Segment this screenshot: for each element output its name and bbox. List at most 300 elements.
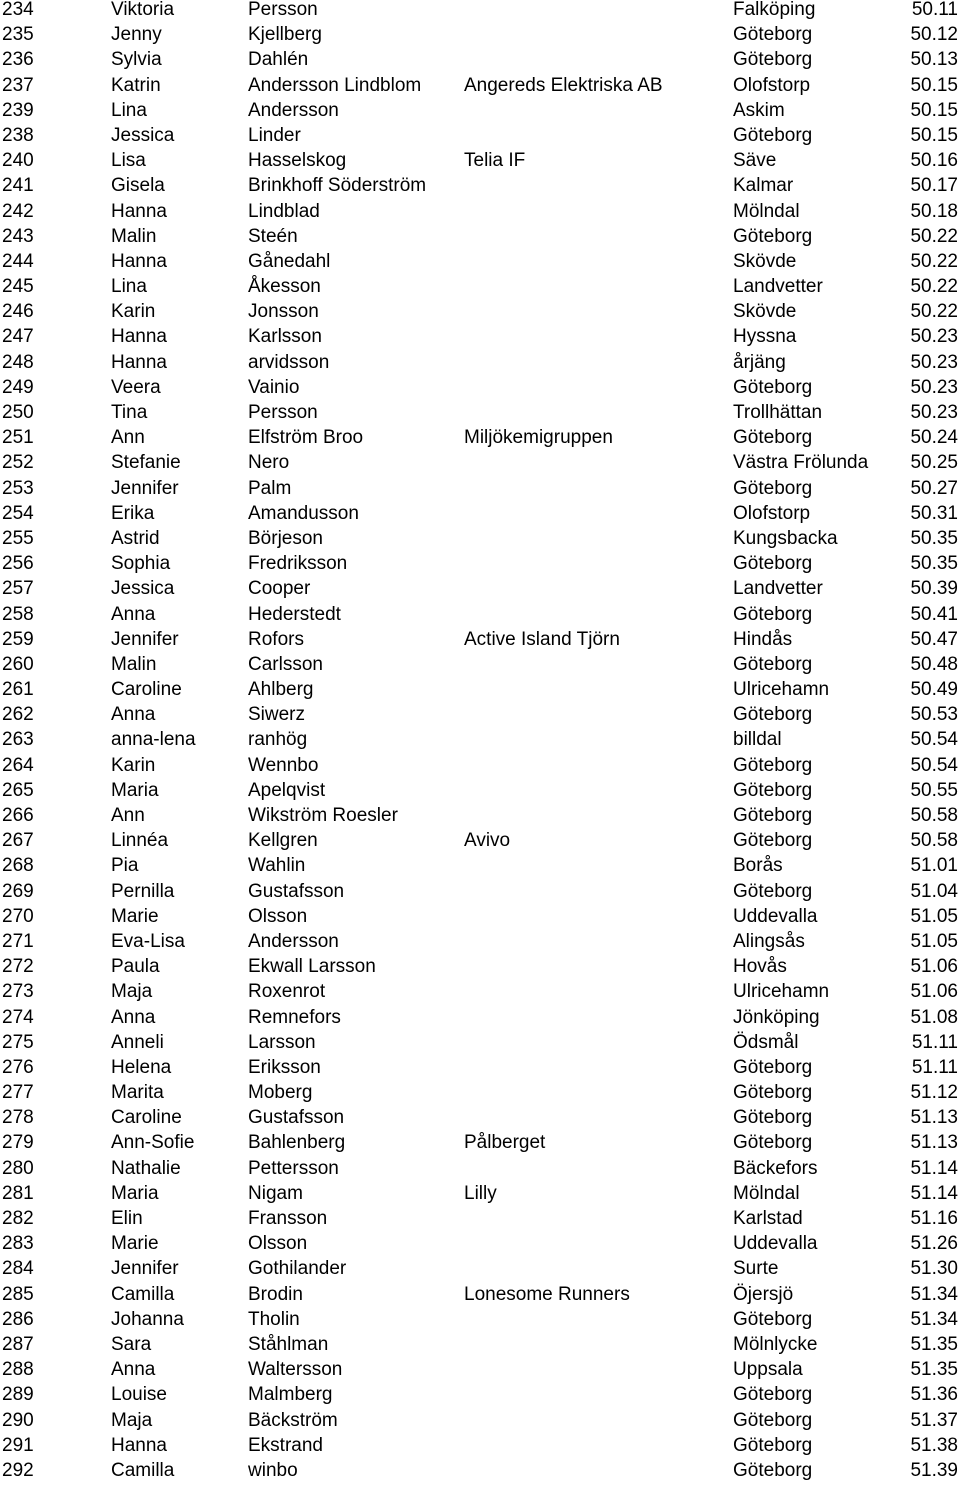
city-cell: Göteborg xyxy=(733,1409,813,1431)
table-row xyxy=(0,806,960,831)
last-name-cell: Apelqvist xyxy=(248,779,326,801)
place-cell: 236 xyxy=(2,49,34,71)
table-row xyxy=(0,1184,960,1209)
first-name-cell: Caroline xyxy=(111,1107,182,1129)
city-cell: Säve xyxy=(733,150,777,172)
first-name-cell: Louise xyxy=(111,1384,167,1406)
first-name-cell: Malin xyxy=(111,225,157,247)
city-cell: Göteborg xyxy=(733,553,813,575)
time-cell: 51.13 xyxy=(910,1132,958,1154)
place-cell: 251 xyxy=(2,427,34,449)
time-cell: 50.17 xyxy=(910,175,958,197)
time-cell: 51.35 xyxy=(910,1359,958,1381)
first-name-cell: Eva-Lisa xyxy=(111,930,185,952)
first-name-cell: Sylvia xyxy=(111,49,162,71)
place-cell: 244 xyxy=(2,250,34,272)
last-name-cell: Cooper xyxy=(248,578,311,600)
place-cell: 241 xyxy=(2,175,34,197)
table-row xyxy=(0,50,960,75)
place-cell: 289 xyxy=(2,1384,34,1406)
first-name-cell: Hanna xyxy=(111,1434,167,1456)
table-row xyxy=(0,453,960,478)
time-cell: 51.35 xyxy=(910,1333,958,1355)
first-name-cell: Caroline xyxy=(111,679,182,701)
city-cell: Göteborg xyxy=(733,49,813,71)
city-cell: Hindås xyxy=(733,628,793,650)
city-cell: billdal xyxy=(733,729,782,751)
last-name-cell: Pettersson xyxy=(248,1157,339,1179)
last-name-cell: Andersson xyxy=(248,930,339,952)
last-name-cell: Brinkhoff Söderström xyxy=(248,175,427,197)
table-row xyxy=(0,1285,960,1310)
first-name-cell: Pernilla xyxy=(111,880,175,902)
table-row xyxy=(0,781,960,806)
table-row xyxy=(0,1411,960,1436)
table-row xyxy=(0,126,960,151)
table-row xyxy=(0,302,960,327)
city-cell: Landvetter xyxy=(733,276,823,298)
city-cell: Göteborg xyxy=(733,830,813,852)
last-name-cell: Gustafsson xyxy=(248,880,345,902)
table-row xyxy=(0,831,960,856)
place-cell: 269 xyxy=(2,880,34,902)
city-cell: Mölnlycke xyxy=(733,1333,818,1355)
place-cell: 278 xyxy=(2,1107,34,1129)
time-cell: 51.38 xyxy=(910,1434,958,1456)
place-cell: 275 xyxy=(2,1031,34,1053)
city-cell: Karlstad xyxy=(733,1208,803,1229)
table-row xyxy=(0,1385,960,1410)
last-name-cell: Steén xyxy=(248,225,298,247)
city-cell: Surte xyxy=(733,1258,779,1280)
place-cell: 237 xyxy=(2,74,34,96)
club-cell: Active Island Tjörn xyxy=(464,628,620,650)
last-name-cell: Eriksson xyxy=(248,1056,321,1078)
club-cell: Lilly xyxy=(464,1182,497,1204)
place-cell: 277 xyxy=(2,1082,34,1104)
time-cell: 51.16 xyxy=(910,1208,958,1229)
time-cell: 51.12 xyxy=(910,1082,958,1104)
city-cell: Olofstorp xyxy=(733,502,811,524)
place-cell: 249 xyxy=(2,376,34,398)
first-name-cell: Maja xyxy=(111,981,153,1003)
last-name-cell: Ekstrand xyxy=(248,1434,323,1456)
first-name-cell: Anneli xyxy=(111,1031,164,1053)
table-row xyxy=(0,1234,960,1259)
last-name-cell: Ekwall Larsson xyxy=(248,956,376,978)
time-cell: 50.47 xyxy=(910,628,958,650)
table-row xyxy=(0,1259,960,1284)
time-cell: 50.39 xyxy=(910,578,958,600)
city-cell: Skövde xyxy=(733,250,797,272)
table-row xyxy=(0,705,960,730)
first-name-cell: Camilla xyxy=(111,1459,175,1481)
city-cell: Ödsmål xyxy=(733,1031,799,1053)
first-name-cell: Erika xyxy=(111,502,155,524)
table-row xyxy=(0,882,960,907)
city-cell: Ulricehamn xyxy=(733,981,830,1003)
time-cell: 50.35 xyxy=(910,553,958,575)
last-name-cell: Andersson xyxy=(248,99,339,121)
place-cell: 261 xyxy=(2,679,34,701)
place-cell: 283 xyxy=(2,1233,34,1255)
city-cell: Kungsbacka xyxy=(733,527,838,549)
place-cell: 279 xyxy=(2,1132,34,1154)
place-cell: 281 xyxy=(2,1182,34,1204)
city-cell: Göteborg xyxy=(733,880,813,902)
city-cell: Göteborg xyxy=(733,754,813,776)
time-cell: 50.54 xyxy=(910,729,958,751)
time-cell: 50.55 xyxy=(910,779,958,801)
first-name-cell: Camilla xyxy=(111,1283,175,1305)
table-row xyxy=(0,605,960,630)
time-cell: 50.58 xyxy=(910,805,958,826)
table-row xyxy=(0,1159,960,1184)
table-row xyxy=(0,202,960,227)
place-cell: 257 xyxy=(2,578,34,600)
time-cell: 50.53 xyxy=(910,704,958,726)
place-cell: 273 xyxy=(2,981,34,1003)
last-name-cell: Åkesson xyxy=(248,276,321,298)
time-cell: 51.11 xyxy=(911,1031,958,1053)
table-row xyxy=(0,554,960,579)
first-name-cell: Lina xyxy=(111,276,147,298)
last-name-cell: Amandusson xyxy=(248,502,359,524)
table-row xyxy=(0,655,960,680)
table-row xyxy=(0,680,960,705)
last-name-cell: Nero xyxy=(248,452,290,474)
time-cell: 50.15 xyxy=(910,99,958,121)
place-cell: 247 xyxy=(2,326,34,348)
first-name-cell: Sophia xyxy=(111,553,171,575)
table-row xyxy=(0,579,960,604)
first-name-cell: Elin xyxy=(111,1208,143,1229)
first-name-cell: Hanna xyxy=(111,250,167,272)
time-cell: 50.27 xyxy=(910,477,958,499)
time-cell: 51.37 xyxy=(910,1409,958,1431)
city-cell: Göteborg xyxy=(733,1384,813,1406)
time-cell: 51.13 xyxy=(910,1107,958,1129)
city-cell: Göteborg xyxy=(733,1434,813,1456)
first-name-cell: Hanna xyxy=(111,200,167,222)
table-row xyxy=(0,25,960,50)
table-row xyxy=(0,353,960,378)
table-row xyxy=(0,856,960,881)
table-row xyxy=(0,327,960,352)
place-cell: 274 xyxy=(2,1006,34,1028)
table-row xyxy=(0,1108,960,1133)
last-name-cell: Gånedahl xyxy=(248,250,331,272)
time-cell: 51.01 xyxy=(910,855,958,877)
time-cell: 50.31 xyxy=(910,502,958,524)
city-cell: Hovås xyxy=(733,956,787,978)
place-cell: 253 xyxy=(2,477,34,499)
table-row xyxy=(0,227,960,252)
table-row xyxy=(0,277,960,302)
table-row xyxy=(0,1209,960,1234)
city-cell: Göteborg xyxy=(733,1056,813,1078)
table-row xyxy=(0,932,960,957)
time-cell: 50.24 xyxy=(910,427,958,449)
city-cell: Göteborg xyxy=(733,704,813,726)
first-name-cell: Jessica xyxy=(111,578,175,600)
club-cell: Pålberget xyxy=(464,1132,546,1154)
time-cell: 51.05 xyxy=(910,905,958,927)
city-cell: Landvetter xyxy=(733,578,823,600)
place-cell: 239 xyxy=(2,99,34,121)
last-name-cell: Vainio xyxy=(248,376,300,398)
table-row xyxy=(0,0,960,25)
city-cell: Hyssna xyxy=(733,326,797,348)
place-cell: 255 xyxy=(2,527,34,549)
place-cell: 291 xyxy=(2,1434,34,1456)
last-name-cell: Ståhlman xyxy=(248,1333,329,1355)
table-row xyxy=(0,730,960,755)
city-cell: Västra Frölunda xyxy=(733,452,869,474)
first-name-cell: Anna xyxy=(111,704,156,726)
place-cell: 287 xyxy=(2,1333,34,1355)
city-cell: Göteborg xyxy=(733,805,813,826)
last-name-cell: Fransson xyxy=(248,1208,328,1229)
place-cell: 285 xyxy=(2,1283,34,1305)
place-cell: 267 xyxy=(2,830,34,852)
first-name-cell: Paula xyxy=(111,956,160,978)
last-name-cell: Linder xyxy=(248,124,301,146)
city-cell: Göteborg xyxy=(733,1082,813,1104)
place-cell: 271 xyxy=(2,930,34,952)
first-name-cell: Johanna xyxy=(111,1308,184,1330)
place-cell: 242 xyxy=(2,200,34,222)
last-name-cell: Kellgren xyxy=(248,830,318,852)
city-cell: Ulricehamn xyxy=(733,679,830,701)
table-row xyxy=(0,1335,960,1360)
city-cell: Göteborg xyxy=(733,1107,813,1129)
city-cell: Göteborg xyxy=(733,477,813,499)
city-cell: Falköping xyxy=(733,0,816,20)
first-name-cell: Ann-Sofie xyxy=(111,1132,195,1154)
place-cell: 263 xyxy=(2,729,34,751)
city-cell: Askim xyxy=(733,99,785,121)
time-cell: 50.11 xyxy=(911,0,958,20)
place-cell: 250 xyxy=(2,402,34,423)
first-name-cell: Jennifer xyxy=(111,628,179,650)
last-name-cell: Persson xyxy=(248,0,318,20)
first-name-cell: Katrin xyxy=(111,74,161,96)
time-cell: 50.23 xyxy=(910,351,958,373)
city-cell: Uddevalla xyxy=(733,1233,818,1255)
place-cell: 258 xyxy=(2,603,34,625)
place-cell: 286 xyxy=(2,1308,34,1330)
table-row xyxy=(0,1360,960,1385)
first-name-cell: Linnéa xyxy=(111,830,169,852)
place-cell: 268 xyxy=(2,855,34,877)
last-name-cell: Jonsson xyxy=(248,301,319,323)
city-cell: Öjersjö xyxy=(733,1283,794,1305)
place-cell: 238 xyxy=(2,124,34,146)
place-cell: 262 xyxy=(2,704,34,726)
table-row xyxy=(0,756,960,781)
first-name-cell: Jennifer xyxy=(111,1258,179,1280)
first-name-cell: Anna xyxy=(111,603,156,625)
last-name-cell: Börjeson xyxy=(248,527,323,549)
time-cell: 50.12 xyxy=(910,24,958,46)
time-cell: 51.34 xyxy=(910,1283,958,1305)
table-row xyxy=(0,403,960,428)
place-cell: 243 xyxy=(2,225,34,247)
first-name-cell: Anna xyxy=(111,1359,156,1381)
table-row xyxy=(0,378,960,403)
time-cell: 50.25 xyxy=(910,452,958,474)
table-row xyxy=(0,982,960,1007)
last-name-cell: Moberg xyxy=(248,1082,313,1104)
table-row xyxy=(0,957,960,982)
first-name-cell: Karin xyxy=(111,301,156,323)
table-row xyxy=(0,1008,960,1033)
place-cell: 260 xyxy=(2,653,34,675)
city-cell: Göteborg xyxy=(733,653,813,675)
first-name-cell: Veera xyxy=(111,376,161,398)
city-cell: Göteborg xyxy=(733,427,813,449)
city-cell: Alingsås xyxy=(733,930,805,952)
club-cell: Avivo xyxy=(464,830,511,852)
last-name-cell: Persson xyxy=(248,402,318,423)
place-cell: 254 xyxy=(2,502,34,524)
last-name-cell: winbo xyxy=(248,1459,298,1481)
first-name-cell: Jessica xyxy=(111,124,175,146)
time-cell: 51.39 xyxy=(910,1459,958,1481)
first-name-cell: Nathalie xyxy=(111,1157,181,1179)
time-cell: 50.23 xyxy=(910,402,958,423)
place-cell: 272 xyxy=(2,956,34,978)
first-name-cell: Hanna xyxy=(111,326,167,348)
place-cell: 288 xyxy=(2,1359,34,1381)
time-cell: 51.08 xyxy=(910,1006,958,1028)
last-name-cell: Waltersson xyxy=(248,1359,343,1381)
last-name-cell: Remnefors xyxy=(248,1006,341,1028)
time-cell: 51.30 xyxy=(910,1258,958,1280)
table-row xyxy=(0,176,960,201)
first-name-cell: Gisela xyxy=(111,175,165,197)
club-cell: Lonesome Runners xyxy=(464,1283,630,1305)
first-name-cell: Maria xyxy=(111,779,159,801)
place-cell: 280 xyxy=(2,1157,34,1179)
last-name-cell: Wennbo xyxy=(248,754,319,776)
first-name-cell: Marie xyxy=(111,1233,159,1255)
last-name-cell: Tholin xyxy=(248,1308,300,1330)
last-name-cell: Wikström Roesler xyxy=(248,805,398,826)
place-cell: 252 xyxy=(2,452,34,474)
last-name-cell: Kjellberg xyxy=(248,24,322,46)
time-cell: 51.06 xyxy=(910,981,958,1003)
time-cell: 50.41 xyxy=(910,603,958,625)
table-row xyxy=(0,1436,960,1461)
table-row xyxy=(0,504,960,529)
table-row xyxy=(0,1133,960,1158)
last-name-cell: Wahlin xyxy=(248,855,306,877)
first-name-cell: Maria xyxy=(111,1182,159,1204)
place-cell: 284 xyxy=(2,1258,34,1280)
city-cell: Jönköping xyxy=(733,1006,820,1028)
first-name-cell: Helena xyxy=(111,1056,172,1078)
table-row xyxy=(0,252,960,277)
time-cell: 50.35 xyxy=(910,527,958,549)
last-name-cell: Andersson Lindblom xyxy=(248,74,422,96)
last-name-cell: Brodin xyxy=(248,1283,303,1305)
city-cell: Mölndal xyxy=(733,200,800,222)
first-name-cell: Malin xyxy=(111,653,157,675)
first-name-cell: Karin xyxy=(111,754,156,776)
time-cell: 50.16 xyxy=(910,150,958,172)
city-cell: Kalmar xyxy=(733,175,794,197)
last-name-cell: Olsson xyxy=(248,1233,308,1255)
city-cell: Göteborg xyxy=(733,124,813,146)
table-row xyxy=(0,101,960,126)
place-cell: 246 xyxy=(2,301,34,323)
first-name-cell: Jennifer xyxy=(111,477,179,499)
city-cell: Göteborg xyxy=(733,1459,813,1481)
last-name-cell: Karlsson xyxy=(248,326,322,348)
time-cell: 51.14 xyxy=(910,1182,958,1204)
city-cell: Mölndal xyxy=(733,1182,800,1204)
place-cell: 264 xyxy=(2,754,34,776)
place-cell: 248 xyxy=(2,351,34,373)
first-name-cell: Lina xyxy=(111,99,147,121)
table-row xyxy=(0,428,960,453)
table-row xyxy=(0,907,960,932)
first-name-cell: Sara xyxy=(111,1333,152,1355)
city-cell: Trollhättan xyxy=(733,402,823,423)
place-cell: 256 xyxy=(2,553,34,575)
table-row xyxy=(0,76,960,101)
place-cell: 265 xyxy=(2,779,34,801)
city-cell: Skövde xyxy=(733,301,797,323)
last-name-cell: arvidsson xyxy=(248,351,330,373)
time-cell: 51.36 xyxy=(910,1384,958,1406)
last-name-cell: Elfström Broo xyxy=(248,427,364,449)
first-name-cell: Ann xyxy=(111,805,145,826)
table-row xyxy=(0,479,960,504)
last-name-cell: Larsson xyxy=(248,1031,316,1053)
first-name-cell: Stefanie xyxy=(111,452,181,474)
time-cell: 51.26 xyxy=(910,1233,958,1255)
time-cell: 51.14 xyxy=(910,1157,958,1179)
first-name-cell: Maja xyxy=(111,1409,153,1431)
time-cell: 51.06 xyxy=(910,956,958,978)
club-cell: Telia IF xyxy=(464,150,526,172)
last-name-cell: Ahlberg xyxy=(248,679,314,701)
time-cell: 50.48 xyxy=(910,653,958,675)
table-row xyxy=(0,1461,960,1486)
last-name-cell: Bahlenberg xyxy=(248,1132,346,1154)
first-name-cell: Pia xyxy=(111,855,139,877)
last-name-cell: Siwerz xyxy=(248,704,306,726)
place-cell: 282 xyxy=(2,1208,34,1229)
time-cell: 50.13 xyxy=(910,49,958,71)
time-cell: 50.58 xyxy=(910,830,958,852)
first-name-cell: Viktoria xyxy=(111,0,175,20)
city-cell: Olofstorp xyxy=(733,74,811,96)
last-name-cell: Hasselskog xyxy=(248,150,347,172)
place-cell: 270 xyxy=(2,905,34,927)
last-name-cell: Fredriksson xyxy=(248,553,348,575)
time-cell: 50.49 xyxy=(910,679,958,701)
time-cell: 50.18 xyxy=(910,200,958,222)
city-cell: Göteborg xyxy=(733,225,813,247)
last-name-cell: Carlsson xyxy=(248,653,323,675)
city-cell: Göteborg xyxy=(733,779,813,801)
place-cell: 240 xyxy=(2,150,34,172)
club-cell: Angereds Elektriska AB xyxy=(464,74,663,96)
